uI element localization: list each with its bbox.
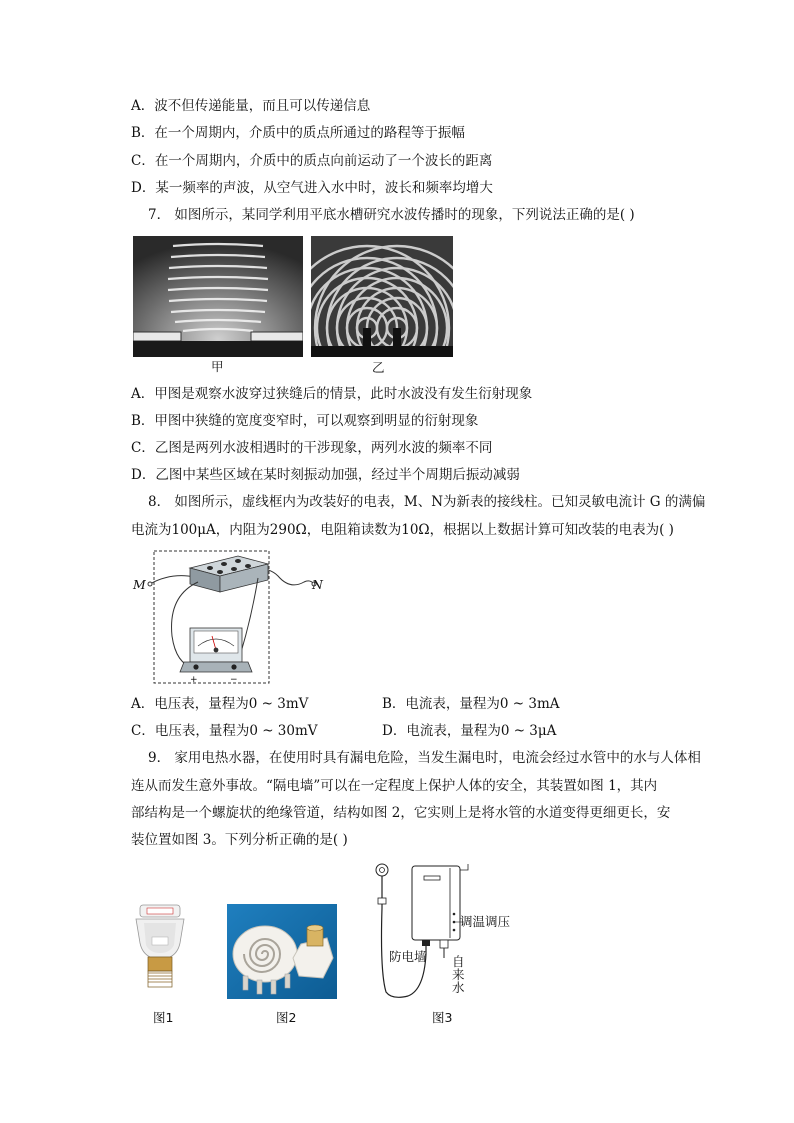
q6-option-b: B．在一个周期内，介质中的质点所通过的路程等于振幅 — [131, 125, 465, 141]
q9-fig3-label-water: 自来水 — [452, 954, 465, 995]
terminal-m-label: M — [133, 577, 146, 592]
terminal-n-label: N — [312, 577, 323, 592]
q7-option-c: C．乙图是两列水波相遇时的干涉现象，两列水波的频率不同 — [131, 440, 493, 456]
q9-caption-fig2: 图2 — [276, 1010, 297, 1025]
q7-option-b: B．甲图中狭缝的宽度变窄时，可以观察到明显的衍射现象 — [131, 413, 479, 429]
q9-stem-line3: 部结构是一个螺旋状的绝缘管道，结构如图 2，它实则上是将水管的水道变得更细更长，安 — [131, 805, 671, 821]
q8-stem-line1: 8． 如图所示，虚线框内为改装好的电表，M、N为新表的接线柱。已知灵敏电流计 G 的满偏 — [148, 494, 706, 510]
q9-stem-line1: 9． 家用电热水器，在使用时具有漏电危险，当发生漏电时，电流会经过水管中的水与人体相 — [148, 750, 701, 766]
q9-figure-2 — [227, 904, 337, 999]
q6-option-a: A．波不但传递能量，而且可以传递信息 — [131, 98, 371, 114]
q9-fig3-label-wall: 防电墙 — [389, 949, 427, 964]
galvanometer-plus-label: + — [190, 675, 198, 685]
q7-figure-yi — [311, 236, 453, 357]
q9-caption-fig1: 图1 — [153, 1010, 174, 1025]
q9-fig3-label-regulate: 调温调压 — [460, 914, 511, 929]
q6-option-d: D．某一频率的声波，从空气进入水中时，波长和频率均增大 — [131, 180, 493, 196]
q8-option-d: D．电流表，量程为0 ~ 3μA — [382, 723, 557, 739]
q9-figure-1 — [130, 903, 190, 995]
q7-option-d: D．乙图中某些区域在某时刻振动加强，经过半个周期后振动减弱 — [131, 467, 520, 483]
q9-stem-line4: 装位置如图 3。下列分析正确的是( ) — [131, 832, 348, 848]
q9-stem-line2: 连从而发生意外事故。“隔电墙”可以在一定程度上保护人体的安全，其装置如图 1，其内 — [131, 778, 658, 794]
q7-option-a: A．甲图是观察水波穿过狭缝后的情景，此时水波没有发生衍射现象 — [131, 386, 533, 402]
q8-option-b: B．电流表，量程为0 ~ 3mA — [382, 696, 560, 712]
galvanometer-minus-label: − — [230, 675, 238, 685]
q8-option-c: C．电压表，量程为0 ~ 30mV — [131, 723, 318, 739]
q8-circuit-figure — [128, 546, 338, 686]
q8-stem-line2: 电流为100μA，内阻为290Ω，电阻箱读数为10Ω，根据以上数据计算可知改装的电表为( ) — [131, 522, 674, 538]
q8-option-a: A．电压表，量程为0 ~ 3mV — [131, 696, 309, 712]
q7-label-jia: 甲 — [211, 359, 224, 374]
q9-figure-3 — [368, 862, 518, 1002]
q7-stem: 7． 如图所示，某同学利用平底水槽研究水波传播时的现象，下列说法正确的是( ) — [148, 207, 635, 223]
q7-figure-jia — [133, 236, 303, 357]
q7-label-yi: 乙 — [372, 360, 385, 375]
q9-caption-fig3: 图3 — [432, 1010, 453, 1025]
q6-option-c: C．在一个周期内，介质中的质点向前运动了一个波长的距离 — [131, 153, 493, 169]
